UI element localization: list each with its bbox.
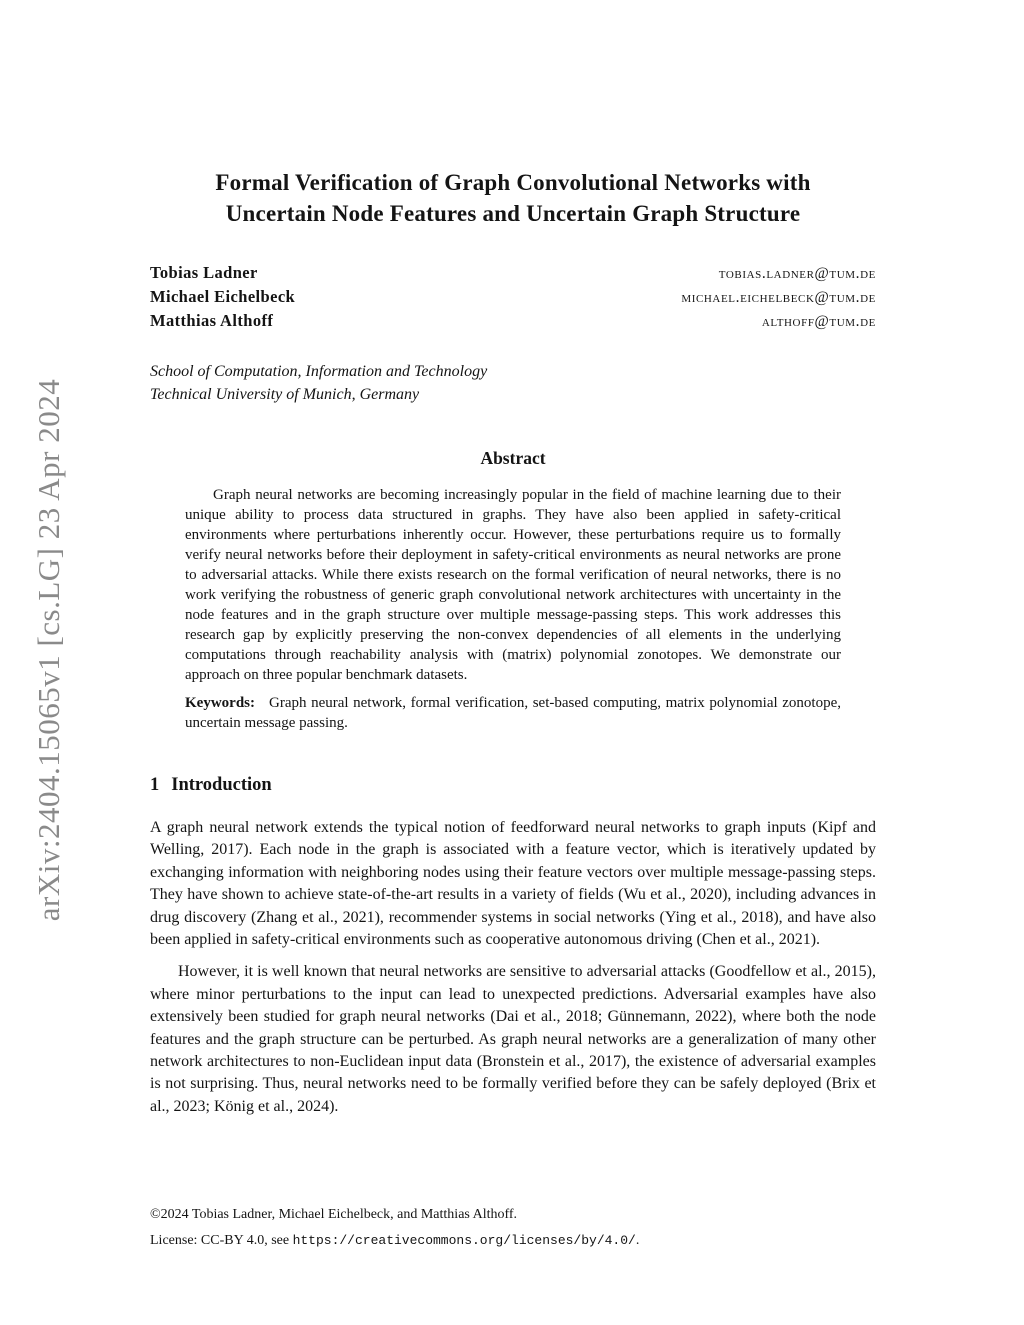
keywords-label: Keywords: (185, 695, 255, 711)
section-heading-introduction (150, 775, 876, 796)
footer (150, 1206, 876, 1249)
author-row (150, 261, 876, 285)
intro-paragraph-1: A graph neural network extends the typical notion of feedforward neural networks to graph inputs (Kipf and Welling, 2017). Each node in the graph is associated with a feature vector, which is iteratively updated by exchanging information with neighboring nodes using their feature vectors over multiple message-passing steps. They have shown to achieve state-of-the-art results in a variety of fields (Wu et al., 2020), including advances in drug discovery (Zhang et al., 2021), recommender systems in social networks (Ying et al., 2018), and have also been applied in safety-critical environments such as cooperative autonomous driving (Chen et al., 2021). (150, 819, 876, 949)
author-name: Tobias Ladner (150, 263, 258, 282)
author-email: tobias.ladner@tum.de (718, 265, 876, 282)
intro-paragraph-2: However, it is well known that neural networks are sensitive to adversarial attacks (Goodfellow et al., 2015), where minor perturbations to the input can lead to unexpected predictions. Adversarial examples have also extensively been studied for graph neural networks (Dai et al., 2018; Günnemann, 2022), where both the node features and the graph structure can be perturbed. As graph neural networks are a generalization of many other network architectures to non-Euclidean input data (Bronstein et al., 2017), the existence of adversarial examples is not surprising. Thus, neural networks need to be formally verified before they can be safely deployed (Brix et al., 2023; König et al., 2024). (150, 963, 876, 1115)
author-email: michael.eichelbeck@tum.de (681, 289, 876, 306)
license-suffix: . (635, 1233, 640, 1248)
paper-title-line1: Formal Verification of Graph Convolutional Networks with (215, 170, 811, 195)
footer-license (150, 1232, 876, 1249)
keywords-text: Graph neural network, formal verification, set-based computing, matrix polynomial zonotope, uncertain message passing. (185, 695, 841, 731)
section-title: Introduction (171, 775, 272, 795)
affiliation-block (150, 360, 876, 406)
paper-content (150, 160, 876, 1118)
paper-title-line2: Uncertain Node Features and Uncertain Graph Structure (225, 201, 801, 226)
license-prefix: License: CC-BY 4.0, see (150, 1233, 293, 1248)
arxiv-sidebar-label: arXiv:2404.15065v1 [cs.LG] 23 Apr 2024 (31, 378, 66, 922)
keywords-line (185, 693, 841, 733)
author-row (150, 309, 876, 333)
paper-title (150, 160, 876, 229)
footer-copyright: ©2024 Tobias Ladner, Michael Eichelbeck, and Matthias Althoff. (150, 1207, 518, 1222)
author-name: Matthias Althoff (150, 311, 274, 330)
affiliation-line2: Technical University of Munich, Germany (150, 386, 420, 403)
author-name: Michael Eichelbeck (150, 287, 296, 306)
license-url-link[interactable]: https://creativecommons.org/licenses/by/4.0/ (292, 1233, 636, 1248)
author-row (150, 285, 876, 309)
author-email: althoff@tum.de (761, 313, 876, 330)
affiliation-line1: School of Computation, Information and Technology (150, 363, 488, 380)
abstract-body: Graph neural networks are becoming increasingly popular in the field of machine learning due to their unique ability to process data structured in graphs. They have also been applied in safety-critical environments where perturbations inherently occur. However, these perturbations require us to formally verify neural networks before their deployment in safety-critical environments as neural networks are prone to adversarial attacks. While there exists research on the formal verification of neural networks, there is no work verifying the robustness of generic graph convolutional network architectures with uncertainty in the node features and in the graph structure over multiple message-passing steps. This work addresses this research gap by explicitly preserving the non-convex dependencies of all elements in the underlying computations through reachability analysis with (matrix) polynomial zonotopes. We demonstrate our approach on three popular benchmark datasets. (185, 487, 841, 683)
section-number: 1 (150, 775, 160, 795)
abstract-heading: Abstract (480, 448, 546, 468)
author-block (150, 261, 876, 333)
